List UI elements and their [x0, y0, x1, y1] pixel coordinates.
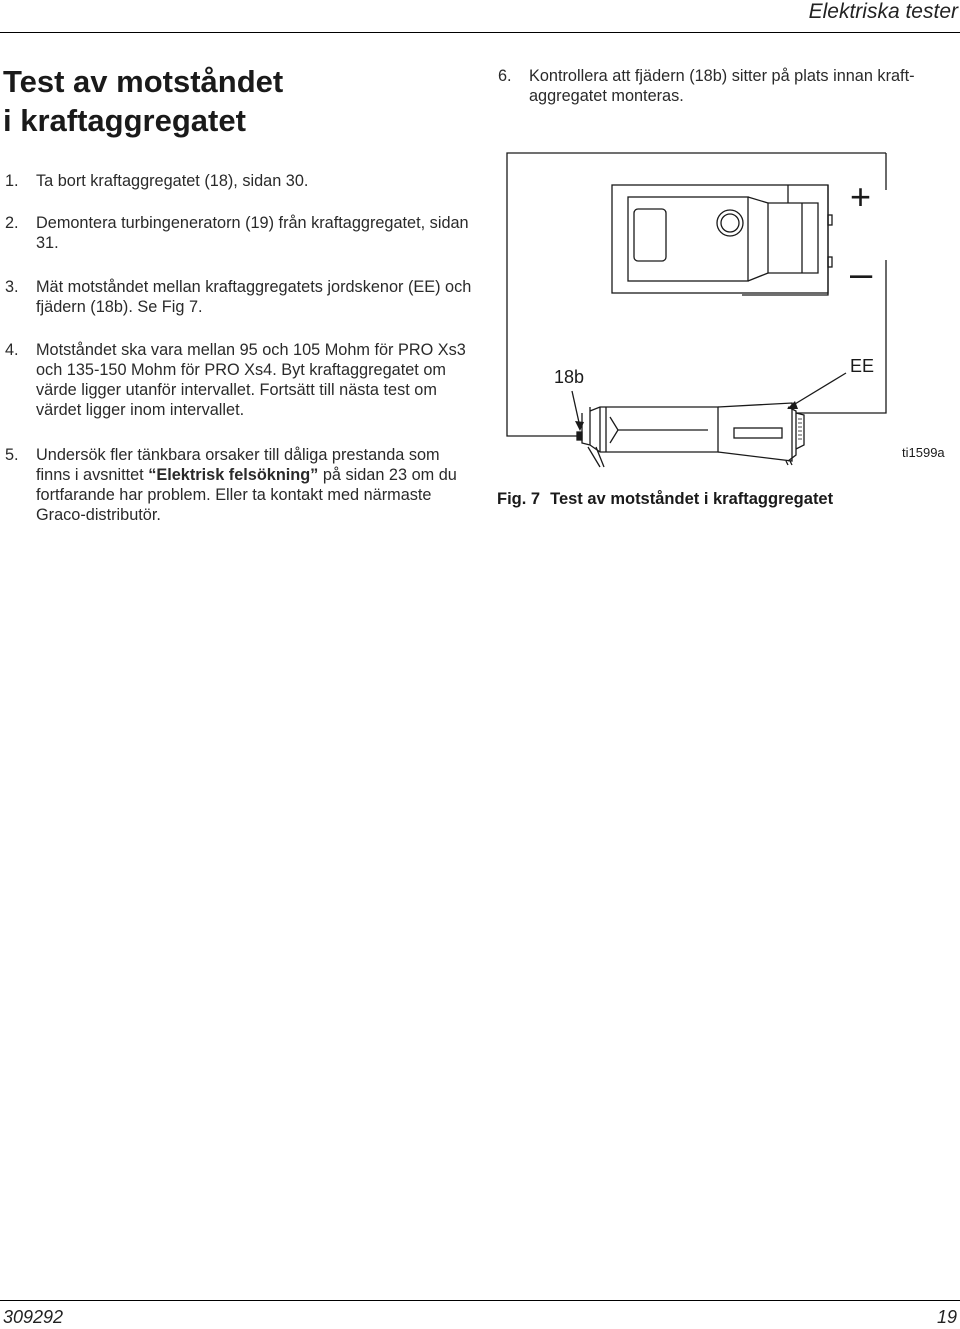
step-text-part: Undersök fler tänkbara orsaker till dåliga prestanda som finns i avsnittet: [36, 446, 440, 484]
step-text: Kontrollera att fjädern (18b) sitter på plats innan kraft-aggregatet monteras.: [529, 67, 915, 105]
step-text: Mät motståndet mellan kraftaggregatets jordskenor (EE) och fjädern (18b). Se Fig 7.: [36, 278, 472, 316]
step-number: 6.: [498, 67, 512, 85]
footer-rule: [0, 1300, 960, 1301]
step-3: [5, 277, 475, 317]
step-1: [5, 171, 475, 191]
figure-caption: [497, 490, 833, 509]
step-6: [498, 66, 938, 106]
step-4: [5, 340, 475, 420]
header-rule: [0, 32, 960, 33]
step-number: 4.: [5, 341, 19, 359]
step-text: Demontera turbingeneratorn (19) från kraftaggregatet, sidan 31.: [36, 214, 469, 252]
step-text: Ta bort kraftaggregatet (18), sidan 30.: [36, 172, 309, 190]
step-text-part: på sidan 23 om du fortfarande har problem. Eller ta kontakt med närmaste Graco-distributör.: [36, 466, 457, 524]
figure-caption-number: Fig. 7: [497, 490, 541, 508]
resistance-test-diagram: [496, 145, 956, 525]
leader-line-ee: [790, 373, 846, 407]
step-number: 2.: [5, 214, 19, 232]
label-18b: 18b: [554, 367, 585, 387]
test-lead-wire: [507, 153, 886, 436]
section-title: [3, 62, 473, 140]
step-number: 5.: [5, 446, 19, 464]
page-header-title: Elektriska tester: [808, 0, 958, 23]
section-title-line-2: i kraftaggregatet: [3, 103, 246, 138]
label-ee: EE: [850, 356, 875, 376]
section-reference: “Elektrisk felsökning”: [148, 466, 319, 484]
arrowhead: [575, 421, 584, 431]
plus-terminal-label: +: [850, 176, 872, 217]
section-title-line-1: Test av motståndet: [3, 64, 284, 99]
figure-caption-text: Test av motståndet i kraftaggregatet: [550, 490, 834, 508]
power-supply-side-view: [577, 403, 804, 467]
test-lead-wire: [796, 260, 886, 413]
end-cap-ridges: [798, 419, 802, 439]
page-number: 19: [936, 1307, 957, 1327]
figure-7: [496, 145, 956, 525]
step-5: [5, 445, 475, 525]
power-supply-top-view: [612, 185, 832, 295]
step-number: 1.: [5, 172, 19, 190]
figure-reference-id: ti1599a: [902, 445, 945, 460]
minus-terminal-label: –: [850, 252, 873, 296]
step-text: Motståndet ska vara mellan 95 och 105 Mohm för PRO Xs3 och 135-150 Mohm för PRO Xs4. Byt kraftaggregatet om värde ligger utanför intervallet. Fortsätt till nästa test om värdet ligger inom intervallet.: [36, 341, 466, 419]
arrowhead: [787, 401, 798, 409]
document-number: 309292: [3, 1307, 64, 1327]
step-text: [36, 445, 475, 525]
step-2: [5, 213, 475, 253]
step-number: 3.: [5, 278, 19, 296]
